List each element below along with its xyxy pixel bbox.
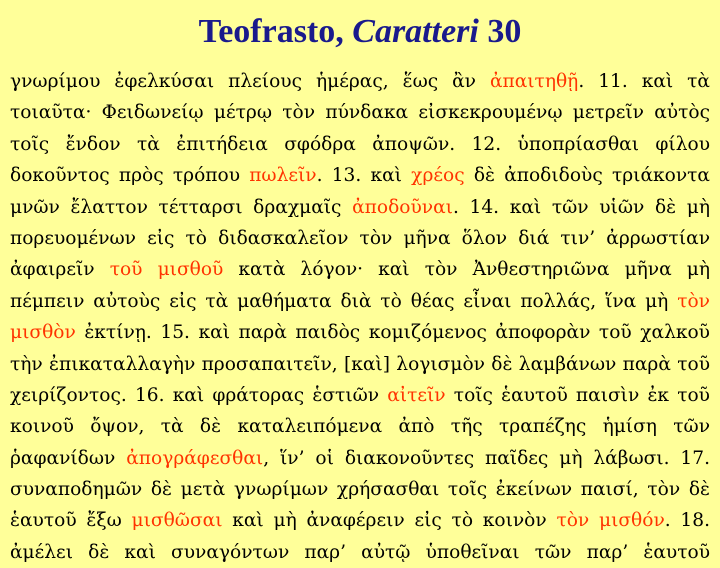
text-segment: . 14. καὶ τῶν υἱῶν δὲ μὴ — [452, 196, 710, 218]
text-segment: ἀμέλει δὲ καὶ συναγόντων παρ’ αὐτῷ ὑποθεῖναι τῶν παρ’ ἑαυτοῦ — [10, 541, 710, 563]
text-line — [10, 505, 710, 536]
highlighted-term: πωλεῖν — [249, 165, 317, 187]
highlighted-term: ἀπαιτηθῇ — [489, 71, 579, 92]
text-line — [10, 474, 710, 505]
highlighted-term: χρέος — [411, 165, 465, 187]
text-line — [10, 380, 710, 411]
text-segment: μνῶν ἔλαττον τέτταρσι δραχμαῖς — [10, 196, 353, 218]
text-segment: ἐκτίνῃ. 15. καὶ παρὰ παιδὸς κομιζόμενος ἀποφορὰν τοῦ χαλκοῦ — [75, 322, 710, 344]
text-line — [10, 537, 710, 568]
text-segment: ἀφαιρεῖν — [10, 259, 110, 281]
text-segment: τοιαῦτα· Φειδωνείῳ μέτρῳ τὸν πύνδακα εἰσκεκρουμένῳ μετρεῖν αὐτὸς — [10, 102, 710, 124]
text-segment: τοῖς ἑαυτοῦ παισὶν ἐκ τοῦ — [445, 384, 710, 406]
text-line — [10, 349, 710, 380]
text-segment: δὲ ἀποδιδοὺς τριάκοντα — [464, 165, 710, 187]
text-line — [10, 443, 710, 474]
text-segment: . 18. — [664, 510, 710, 532]
highlighted-term: ἀποδοῦναι — [352, 196, 453, 218]
highlighted-term: αἰτεῖν — [387, 384, 446, 406]
text-segment: καὶ μὴ ἀναφέρειν εἰς τὸ κοινὸν — [222, 510, 557, 532]
text-line — [10, 317, 710, 348]
text-line — [10, 129, 710, 160]
title-number: 30 — [478, 13, 522, 50]
text-line — [10, 223, 710, 254]
text-segment: κοινοῦ ὄψον, τὰ δὲ καταλειπόμενα ἀπὸ τῆς τραπέζης ἡμίση τῶν — [10, 416, 710, 438]
highlighted-term: τὸν μισθόν — [556, 510, 665, 532]
title-work: Caratteri — [352, 13, 479, 50]
slide-title — [0, 12, 720, 52]
text-segment: τοῖς ἔνδον τὰ ἐπιτήδεια σφόδρα ἀποψῶν. 12. ὑποπρίασθαι φίλου — [10, 133, 710, 155]
highlighted-term: τοῦ μισθοῦ — [109, 259, 224, 281]
text-segment: . 11. καὶ τὰ — [578, 71, 710, 92]
highlighted-term: ἀπογράφεσθαι — [126, 447, 264, 469]
text-segment: συναποδημῶν δὲ μετὰ γνωρίμων χρήσασθαι τοῖς ἐκείνων παισί, τὸν δὲ — [10, 479, 710, 501]
text-line — [10, 254, 710, 285]
text-segment: δοκοῦντος πρὸς τρόπου — [10, 165, 250, 187]
text-line — [10, 411, 710, 442]
highlighted-term: μισθὸν — [10, 322, 76, 344]
highlighted-term: μισθῶσαι — [131, 510, 223, 532]
text-segment: χειρίζοντος. 16. καὶ φράτορας ἑστιῶν — [10, 384, 388, 406]
text-segment: . 13. καὶ — [316, 165, 412, 187]
text-line — [10, 160, 710, 191]
text-segment: κατὰ λόγον· καὶ τὸν Ἀνθεστηριῶνα μῆνα μὴ — [223, 259, 710, 281]
title-author: Teofrasto, — [198, 13, 353, 50]
text-line — [10, 66, 710, 97]
text-segment: πορευομένων εἰς τὸ διδασκαλεῖον τὸν μῆνα ὅλον διά τιν’ ἀρρωστίαν — [10, 227, 710, 249]
text-segment: πέμπειν αὐτοὺς εἰς τὰ μαθήματα διὰ τὸ θέας εἶναι πολλάς, ἵνα μὴ — [10, 290, 678, 312]
text-line — [10, 192, 710, 223]
text-segment: γνωρίμου ἐφελκύσαι πλείους ἡμέρας, ἕως ἂν — [10, 71, 490, 92]
text-segment: , ἵν’ οἱ διακονοῦντες παῖδες μὴ λάβωσι. 17. — [263, 447, 710, 469]
text-segment: τὴν ἐπικαταλλαγὴν προσαπαιτεῖν, [καὶ] λογισμὸν δὲ λαμβάνων παρὰ τοῦ — [10, 353, 710, 375]
text-line — [10, 286, 710, 317]
text-segment: ῥαφανίδων — [10, 447, 127, 469]
highlighted-term: τὸν — [677, 290, 710, 312]
text-segment: ἑαυτοῦ ἔξω — [10, 510, 132, 532]
text-line — [10, 97, 710, 128]
greek-text-body — [10, 66, 710, 568]
